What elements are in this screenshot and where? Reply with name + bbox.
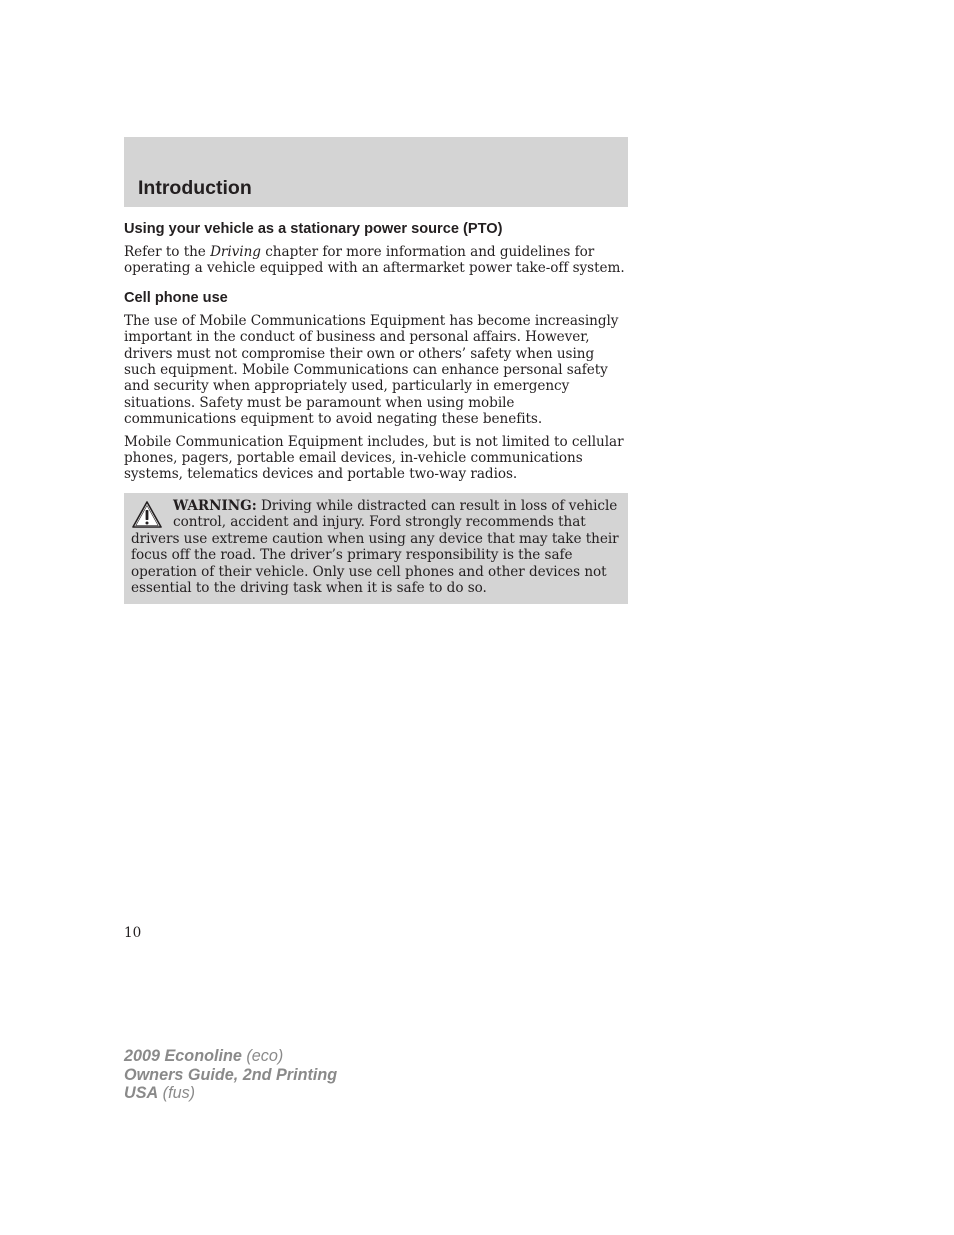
pto-text-before: Refer to the	[124, 244, 211, 260]
footer-line-3	[124, 1084, 337, 1103]
warning-body: Driving while distracted can result in loss of vehicle control, accident and injury. Ford strongly recommends that drivers use extreme caution when using any device that may take their focus off the road. The driver’s primary responsibility is the safe operation of their vehicle. Only use cell phones and other devices not essential to the driving task when it is safe to do so.	[131, 497, 619, 596]
warning-text	[131, 498, 622, 596]
warning-triangle-icon	[131, 500, 163, 530]
document-footer	[124, 1047, 337, 1103]
footer-line-1	[124, 1047, 337, 1066]
pto-heading: Using your vehicle as a stationary power source (PTO)	[124, 221, 503, 237]
footer-line-2	[124, 1066, 337, 1085]
footer-market: USA	[124, 1084, 159, 1102]
chapter-title: Introduction	[138, 177, 252, 199]
warning-label: WARNING:	[173, 497, 257, 514]
page-content	[124, 221, 628, 604]
page-number: 10	[124, 925, 142, 941]
footer-model: 2009 Econoline	[124, 1047, 242, 1065]
chapter-header-band	[124, 137, 628, 207]
pto-paragraph	[124, 244, 628, 277]
footer-model-code: (eco)	[241, 1047, 284, 1065]
pto-text-after: chapter for more information and guidelines for operating a vehicle equipped with an aftermarket power take-off system.	[124, 244, 625, 277]
cell-phone-paragraph-1: The use of Mobile Communications Equipment has become increasingly important in the conduct of business and personal affairs. However, drivers must not compromise their own or others’ safety when using such equipment. Mobile Communications can enhance personal safety and security when appropriately used, particularly in emergency situations. Safety must be paramount when using mobile communications equipment to avoid negating these benefits.	[124, 312, 619, 428]
cell-phone-paragraph-2: Mobile Communication Equipment includes, but is not limited to cellular phones, pagers, portable email devices, in-vehicle communications systems, telematics devices and portable two-way radios.	[124, 433, 624, 483]
driving-chapter-reference: Driving	[210, 244, 261, 260]
warning-box	[124, 493, 628, 604]
cell-phone-heading: Cell phone use	[124, 289, 228, 306]
footer-edition: Owners Guide, 2nd Printing	[124, 1065, 338, 1084]
footer-market-code: (fus)	[158, 1084, 196, 1102]
